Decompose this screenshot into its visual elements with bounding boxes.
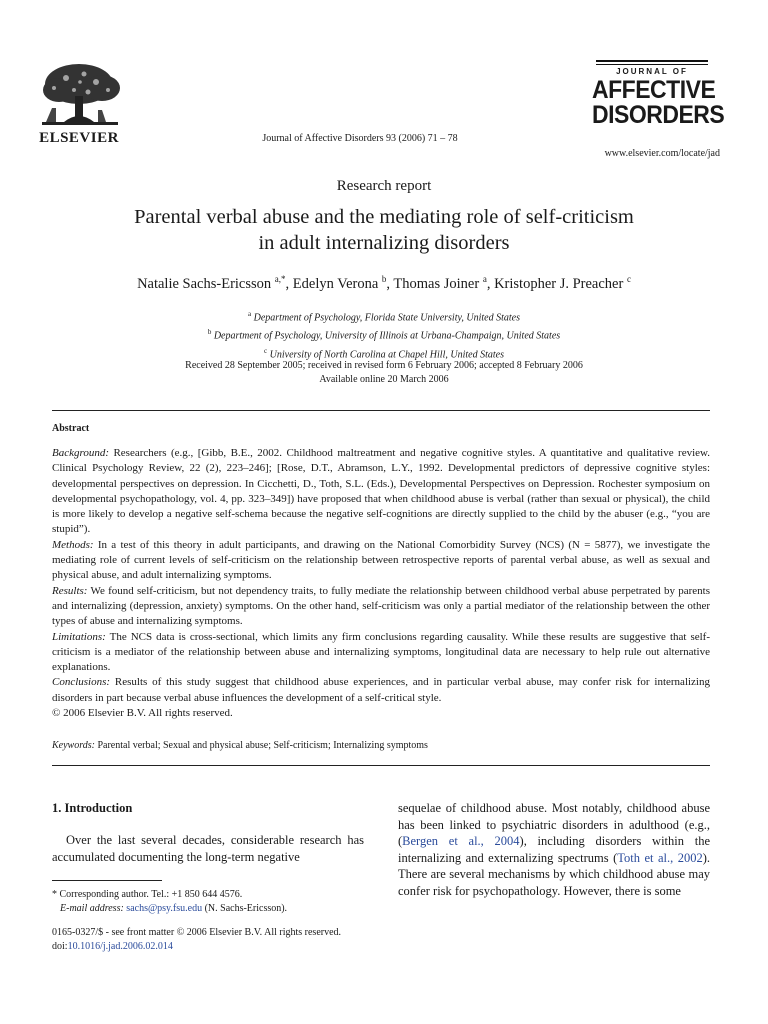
affiliation-text: Department of Psychology, University of Illinois at Urbana-Champaign, United States (213, 330, 561, 342)
journal-citation: Journal of Affective Disorders 93 (2006) 71 – 78 (262, 133, 458, 144)
doi-link[interactable]: 10.1016/j.jad.2006.02.014 (67, 941, 173, 952)
citation-link-bergen[interactable]: Bergen et al., 2004 (402, 834, 520, 848)
journal-logo-word1: AFFECTIVE (592, 74, 716, 104)
author-affil: a,* (274, 274, 286, 284)
affiliation-marker: b (207, 328, 212, 337)
corresponding-author-footnote (52, 888, 364, 916)
abstract-heading: Abstract (52, 423, 90, 434)
article-dates (60, 359, 708, 387)
section-label: Conclusions: (52, 676, 111, 689)
abstract-methods (52, 538, 710, 584)
publisher-name: ELSEVIER (39, 130, 119, 146)
author-list (30, 274, 738, 293)
received-dates: Received 28 September 2005; received in revised form 6 February 2006; accepted 8 February 2006 (185, 360, 583, 371)
author-sep: , (386, 275, 394, 292)
section-label: Methods: (52, 538, 94, 551)
section-text: The NCS data is cross-sectional, which limits any firm conclusions regarding causality. While these results are suggestive that self-criticism is a mediator of the relationship between abuse and internalizing symptoms, longitudinal data are necessary to help rule out alternative explanations. (52, 630, 710, 674)
author-affil: c (626, 274, 631, 284)
author-4 (494, 276, 631, 292)
abstract-bottom-rule (52, 765, 710, 766)
journal-logo-word2: DISORDERS (592, 99, 725, 129)
section-heading-introduction: 1. Introduction (52, 801, 133, 815)
online-date: Available online 20 March 2006 (319, 374, 449, 385)
section-text: Researchers (e.g., [Gibb, B.E., 2002. Childhood maltreatment and negative cognitive styles. A quantitative and qualitative review. Clinical Psychology Review, 22 (2), 223–246]; [Rose, D.T., Abramson, L.Y., 1992. Developmental predictors of depressive cognitive styles: developmental perspectives on depression. In Cicchetti, D., Toth, S.L. (Eds.), Developmental Perspectives on Depression. Rochester symposium on developmental psychopathology, vol. 4, pp. 323–349]) have proposed that when childhood abuse is verbal (rather than sexual or physical), the child is more likely to develop a negative self-schema because the negative self-cognitions are directly supplied to the child by the abuser (e.g., “you are stupid”). (52, 447, 710, 536)
intro-paragraph-right (398, 800, 710, 899)
keywords-label: Keywords: (52, 740, 95, 751)
abstract-conclusions (52, 675, 710, 706)
author-name: Kristopher J. Preacher (494, 275, 624, 292)
doi-label: doi: (52, 941, 68, 952)
author-3 (393, 276, 494, 292)
intro-text: ), including disorders within the internalizing and externalizing spectrums ( (398, 834, 710, 865)
title-line-1: Parental verbal abuse and the mediating role of self-criticism (134, 206, 634, 228)
affiliation-marker: a (248, 310, 252, 318)
section-label: Limitations: (52, 630, 106, 643)
footnote-marker: * (52, 889, 57, 900)
citation-link-toth[interactable]: Toth et al., 2002 (617, 850, 703, 865)
section-label: Background: (52, 447, 110, 459)
keywords-list: Parental verbal; Sexual and physical abuse; Self-criticism; Internalizing symptoms (94, 740, 428, 751)
abstract-limitations (52, 630, 710, 676)
title-line-2: in adult internalizing disorders (258, 232, 510, 254)
affiliation-text: Department of Psychology, Florida State University, United States (253, 312, 520, 324)
affiliations (60, 307, 708, 362)
footnote-line-2 (52, 902, 364, 916)
section-text: We found self-criticism, but not dependency traits, to fully mediate the relationship between childhood verbal abuse perpetrated by parents and internalizing (depression, anxiety) symptoms. On the other hand, self-criticism was only a partial mediator of the relationship between the other types of abuse and internalizing symptoms. (52, 584, 710, 628)
author-affil: b (381, 274, 387, 284)
affiliation-a (60, 307, 708, 325)
author-sep: , (285, 275, 293, 292)
author-1 (137, 276, 293, 292)
doi-line (52, 940, 392, 954)
front-matter (52, 926, 392, 954)
affiliation-b (60, 325, 708, 343)
abstract-body (52, 446, 710, 721)
author-name: Edelyn Verona (292, 275, 379, 292)
affiliation-marker: c (264, 346, 268, 355)
intro-text: sequelae of childhood abuse. Most notably, childhood abuse has been linked to psychiatric disorders in adulthood (e.g., ( (398, 801, 710, 848)
author-affil: a (482, 274, 487, 284)
section-label: Results: (52, 584, 88, 597)
abstract-copyright: © 2006 Elsevier B.V. All rights reserved. (52, 707, 233, 720)
abstract-background (52, 446, 710, 538)
email-link[interactable]: sachs@psy.fsu.edu (126, 903, 203, 914)
keywords (52, 740, 710, 751)
section-text: In a test of this theory in adult participants, and drawing on the National Comorbidity Survey (NCS) (N = 5877), we investigate the mediating role of current levels of self-criticism on the relationship between retrospective reports of parental verbal abuse, as well as sexual and physical abuse, and adult internalizing symptoms. (52, 538, 710, 582)
abstract-results (52, 584, 710, 630)
affiliation-text: University of North Carolina at Chapel Hill, United States (269, 348, 504, 360)
footnote-line-1 (52, 888, 364, 902)
author-sep: , (486, 275, 495, 292)
email-suffix: (N. Sachs-Ericsson). (202, 903, 288, 914)
abstract-top-rule (52, 410, 710, 411)
journal-url[interactable]: www.elsevier.com/locate/jad (604, 148, 720, 159)
front-matter-line: 0165-0327/$ - see front matter © 2006 Elsevier B.V. All rights reserved. (52, 927, 342, 938)
section-text: Results of this study suggest that childhood abuse experiences, and in particular verbal abuse, may confer risk for internalizing disorders in part because verbal abuse influences the development of a self-critical style. (52, 676, 710, 704)
intro-paragraph-left: Over the last several decades, considerable research has accumulated documenting the long-term negative (52, 833, 364, 864)
author-name: Natalie Sachs-Ericsson (137, 275, 272, 292)
intro-text: ). There are several mechanisms by which childhood abuse may confer risk for psychopathology. However, there is some (398, 850, 710, 898)
footnote-rule (52, 880, 162, 881)
author-name: Thomas Joiner (393, 275, 480, 292)
article-title (60, 204, 708, 256)
author-2 (293, 276, 394, 292)
journal-logo-small: JOURNAL OF (616, 67, 688, 76)
email-label: E-mail address: (60, 903, 124, 914)
journal-logo (592, 60, 725, 140)
footnote-text: Corresponding author. Tel.: +1 850 644 4576. (57, 889, 243, 900)
report-type: Research report (336, 178, 432, 194)
